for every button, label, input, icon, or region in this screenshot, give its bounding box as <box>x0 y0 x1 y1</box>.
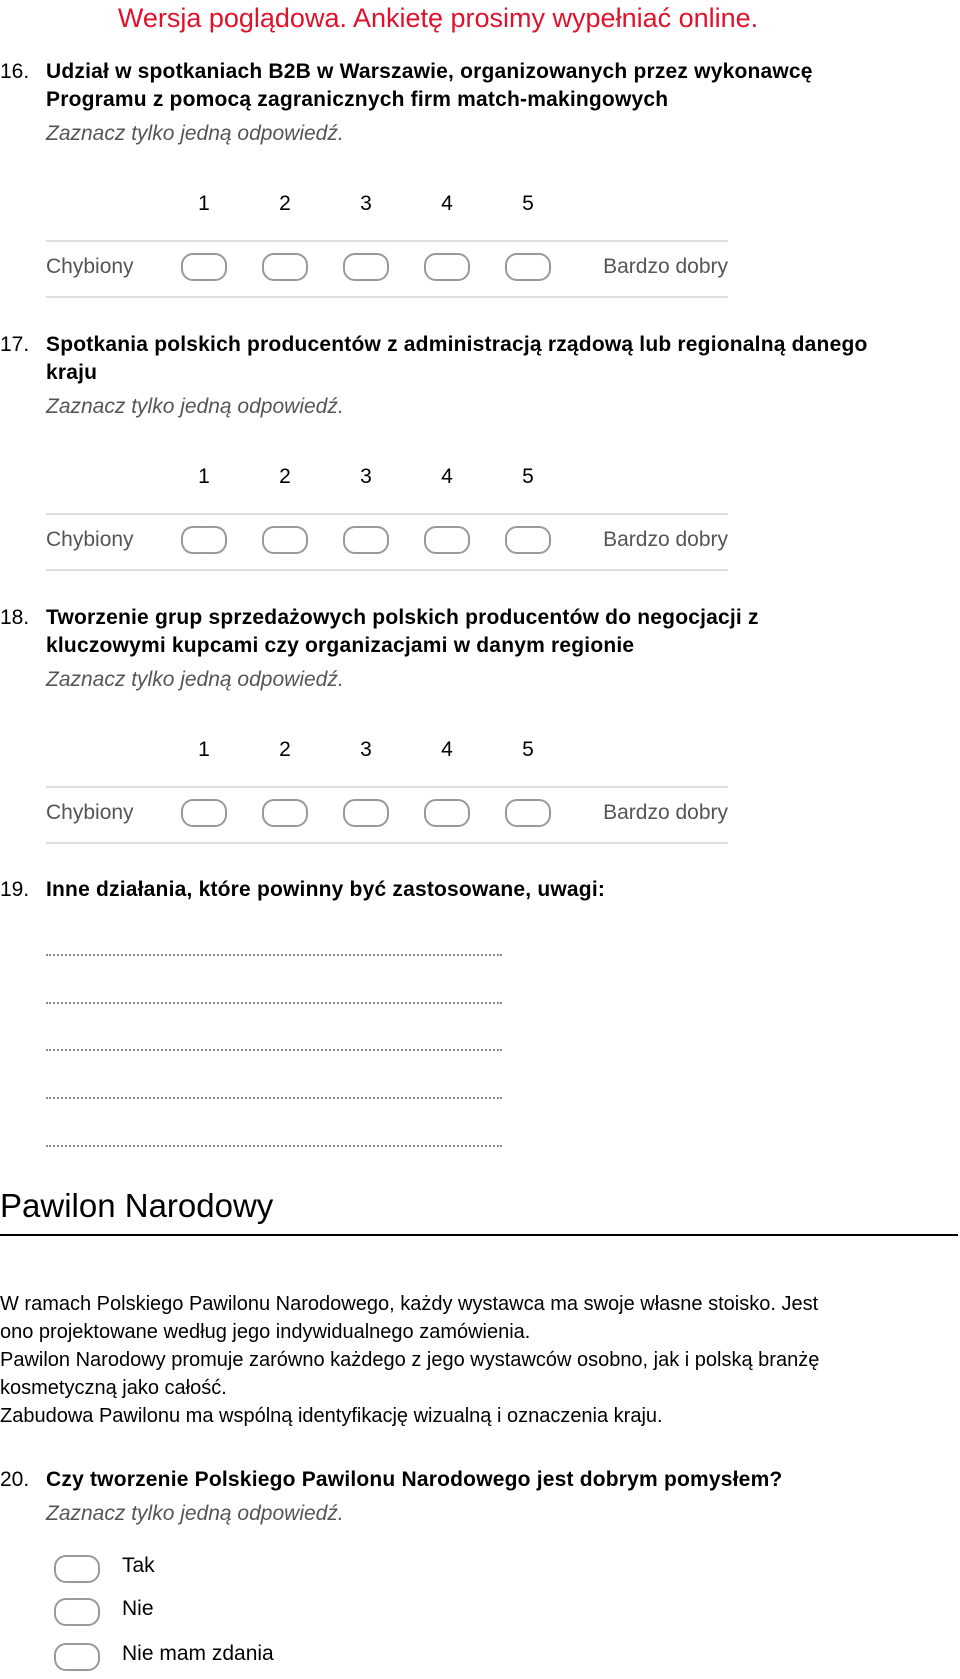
scale-row <box>46 240 728 298</box>
rating-option-4[interactable] <box>424 253 470 281</box>
section-paragraph-line: Zabudowa Pawilonu ma wspólną identyfikację wizualną i oznaczenia kraju. <box>0 1405 663 1427</box>
question-title-line: kraju <box>46 361 98 384</box>
scale-number: 5 <box>522 192 534 215</box>
answer-line[interactable] <box>46 1002 502 1004</box>
scale-low-label: Chybiony <box>46 528 134 551</box>
scale-row <box>46 513 728 571</box>
question-title-line: Programu z pomocą zagranicznych firm match-makingowych <box>46 88 669 111</box>
radio-button[interactable] <box>54 1555 100 1583</box>
section-paragraph-line: W ramach Polskiego Pawilonu Narodowego, każdy wystawca ma swoje własne stoisko. Jest <box>0 1293 819 1315</box>
question-title-line: Czy tworzenie Polskiego Pawilonu Narodowego jest dobrym pomysłem? <box>46 1468 783 1491</box>
scale-number: 4 <box>441 738 453 761</box>
scale-number: 2 <box>279 192 291 215</box>
scale-high-label: Bardzo dobry <box>603 255 728 278</box>
question-hint: Zaznacz tylko jedną odpowiedź. <box>46 122 344 145</box>
rating-option-2[interactable] <box>262 799 308 827</box>
question-number: 17. <box>0 333 30 356</box>
scale-number: 2 <box>279 738 291 761</box>
question-hint: Zaznacz tylko jedną odpowiedź. <box>46 1502 344 1525</box>
question-title-line: Spotkania polskich producentów z administracją rządową lub regionalną danego <box>46 333 868 356</box>
preview-banner <box>0 0 960 36</box>
rating-option-5[interactable] <box>505 526 551 554</box>
radio-button[interactable] <box>54 1643 100 1671</box>
scale-high-label: Bardzo dobry <box>603 528 728 551</box>
rating-option-3[interactable] <box>343 253 389 281</box>
scale-number: 5 <box>522 465 534 488</box>
rating-option-4[interactable] <box>424 526 470 554</box>
scale-row <box>46 786 728 844</box>
scale-number: 1 <box>198 738 210 761</box>
scale-number: 5 <box>522 738 534 761</box>
rating-option-5[interactable] <box>505 799 551 827</box>
answer-line[interactable] <box>46 1145 502 1147</box>
question-title-line: kluczowymi kupcami czy organizacjami w danym regionie <box>46 634 635 657</box>
preview-banner-text: Wersja poglądowa. Ankietę prosimy wypełniać online. <box>117 3 759 33</box>
section-paragraph-line: Pawilon Narodowy promuje zarówno każdego z jego wystawców osobno, jak i polską branżę <box>0 1349 820 1371</box>
scale-number: 4 <box>441 192 453 215</box>
rating-option-3[interactable] <box>343 526 389 554</box>
scale-low-label: Chybiony <box>46 255 134 278</box>
scale-numbers <box>46 192 728 220</box>
scale-numbers <box>46 738 728 766</box>
answer-option-label: Tak <box>122 1554 155 1577</box>
question-title-line: Udział w spotkaniach B2B w Warszawie, organizowanych przez wykonawcę <box>46 60 813 83</box>
scale-high-label: Bardzo dobry <box>603 801 728 824</box>
scale-number: 2 <box>279 465 291 488</box>
scale-number: 4 <box>441 465 453 488</box>
section-paragraph-line: kosmetyczną jako całość. <box>0 1377 227 1399</box>
scale-number: 1 <box>198 192 210 215</box>
answer-option-label: Nie mam zdania <box>122 1642 274 1665</box>
section-title: Pawilon Narodowy <box>0 1187 274 1224</box>
scale-numbers <box>46 465 728 493</box>
question-number: 18. <box>0 606 30 629</box>
scale-number: 1 <box>198 465 210 488</box>
question-title-line: Inne działania, które powinny być zastosowane, uwagi: <box>46 878 606 901</box>
rating-option-2[interactable] <box>262 253 308 281</box>
rating-option-1[interactable] <box>181 799 227 827</box>
rating-option-1[interactable] <box>181 253 227 281</box>
question-number: 20. <box>0 1468 30 1491</box>
rating-option-2[interactable] <box>262 526 308 554</box>
rating-option-4[interactable] <box>424 799 470 827</box>
section-divider <box>0 1234 958 1236</box>
answer-line[interactable] <box>46 1049 502 1051</box>
radio-button[interactable] <box>54 1598 100 1626</box>
question-number: 16. <box>0 60 30 83</box>
scale-number: 3 <box>360 192 372 215</box>
question-title-line: Tworzenie grup sprzedażowych polskich producentów do negocjacji z <box>46 606 759 629</box>
question-hint: Zaznacz tylko jedną odpowiedź. <box>46 395 344 418</box>
answer-line[interactable] <box>46 954 502 956</box>
scale-number: 3 <box>360 465 372 488</box>
rating-option-1[interactable] <box>181 526 227 554</box>
rating-option-3[interactable] <box>343 799 389 827</box>
rating-option-5[interactable] <box>505 253 551 281</box>
scale-number: 3 <box>360 738 372 761</box>
answer-line[interactable] <box>46 1097 502 1099</box>
answer-option-label: Nie <box>122 1597 154 1620</box>
section-paragraph-line: ono projektowane według jego indywidualnego zamówienia. <box>0 1321 531 1343</box>
question-hint: Zaznacz tylko jedną odpowiedź. <box>46 668 344 691</box>
question-number: 19. <box>0 878 30 901</box>
scale-low-label: Chybiony <box>46 801 134 824</box>
